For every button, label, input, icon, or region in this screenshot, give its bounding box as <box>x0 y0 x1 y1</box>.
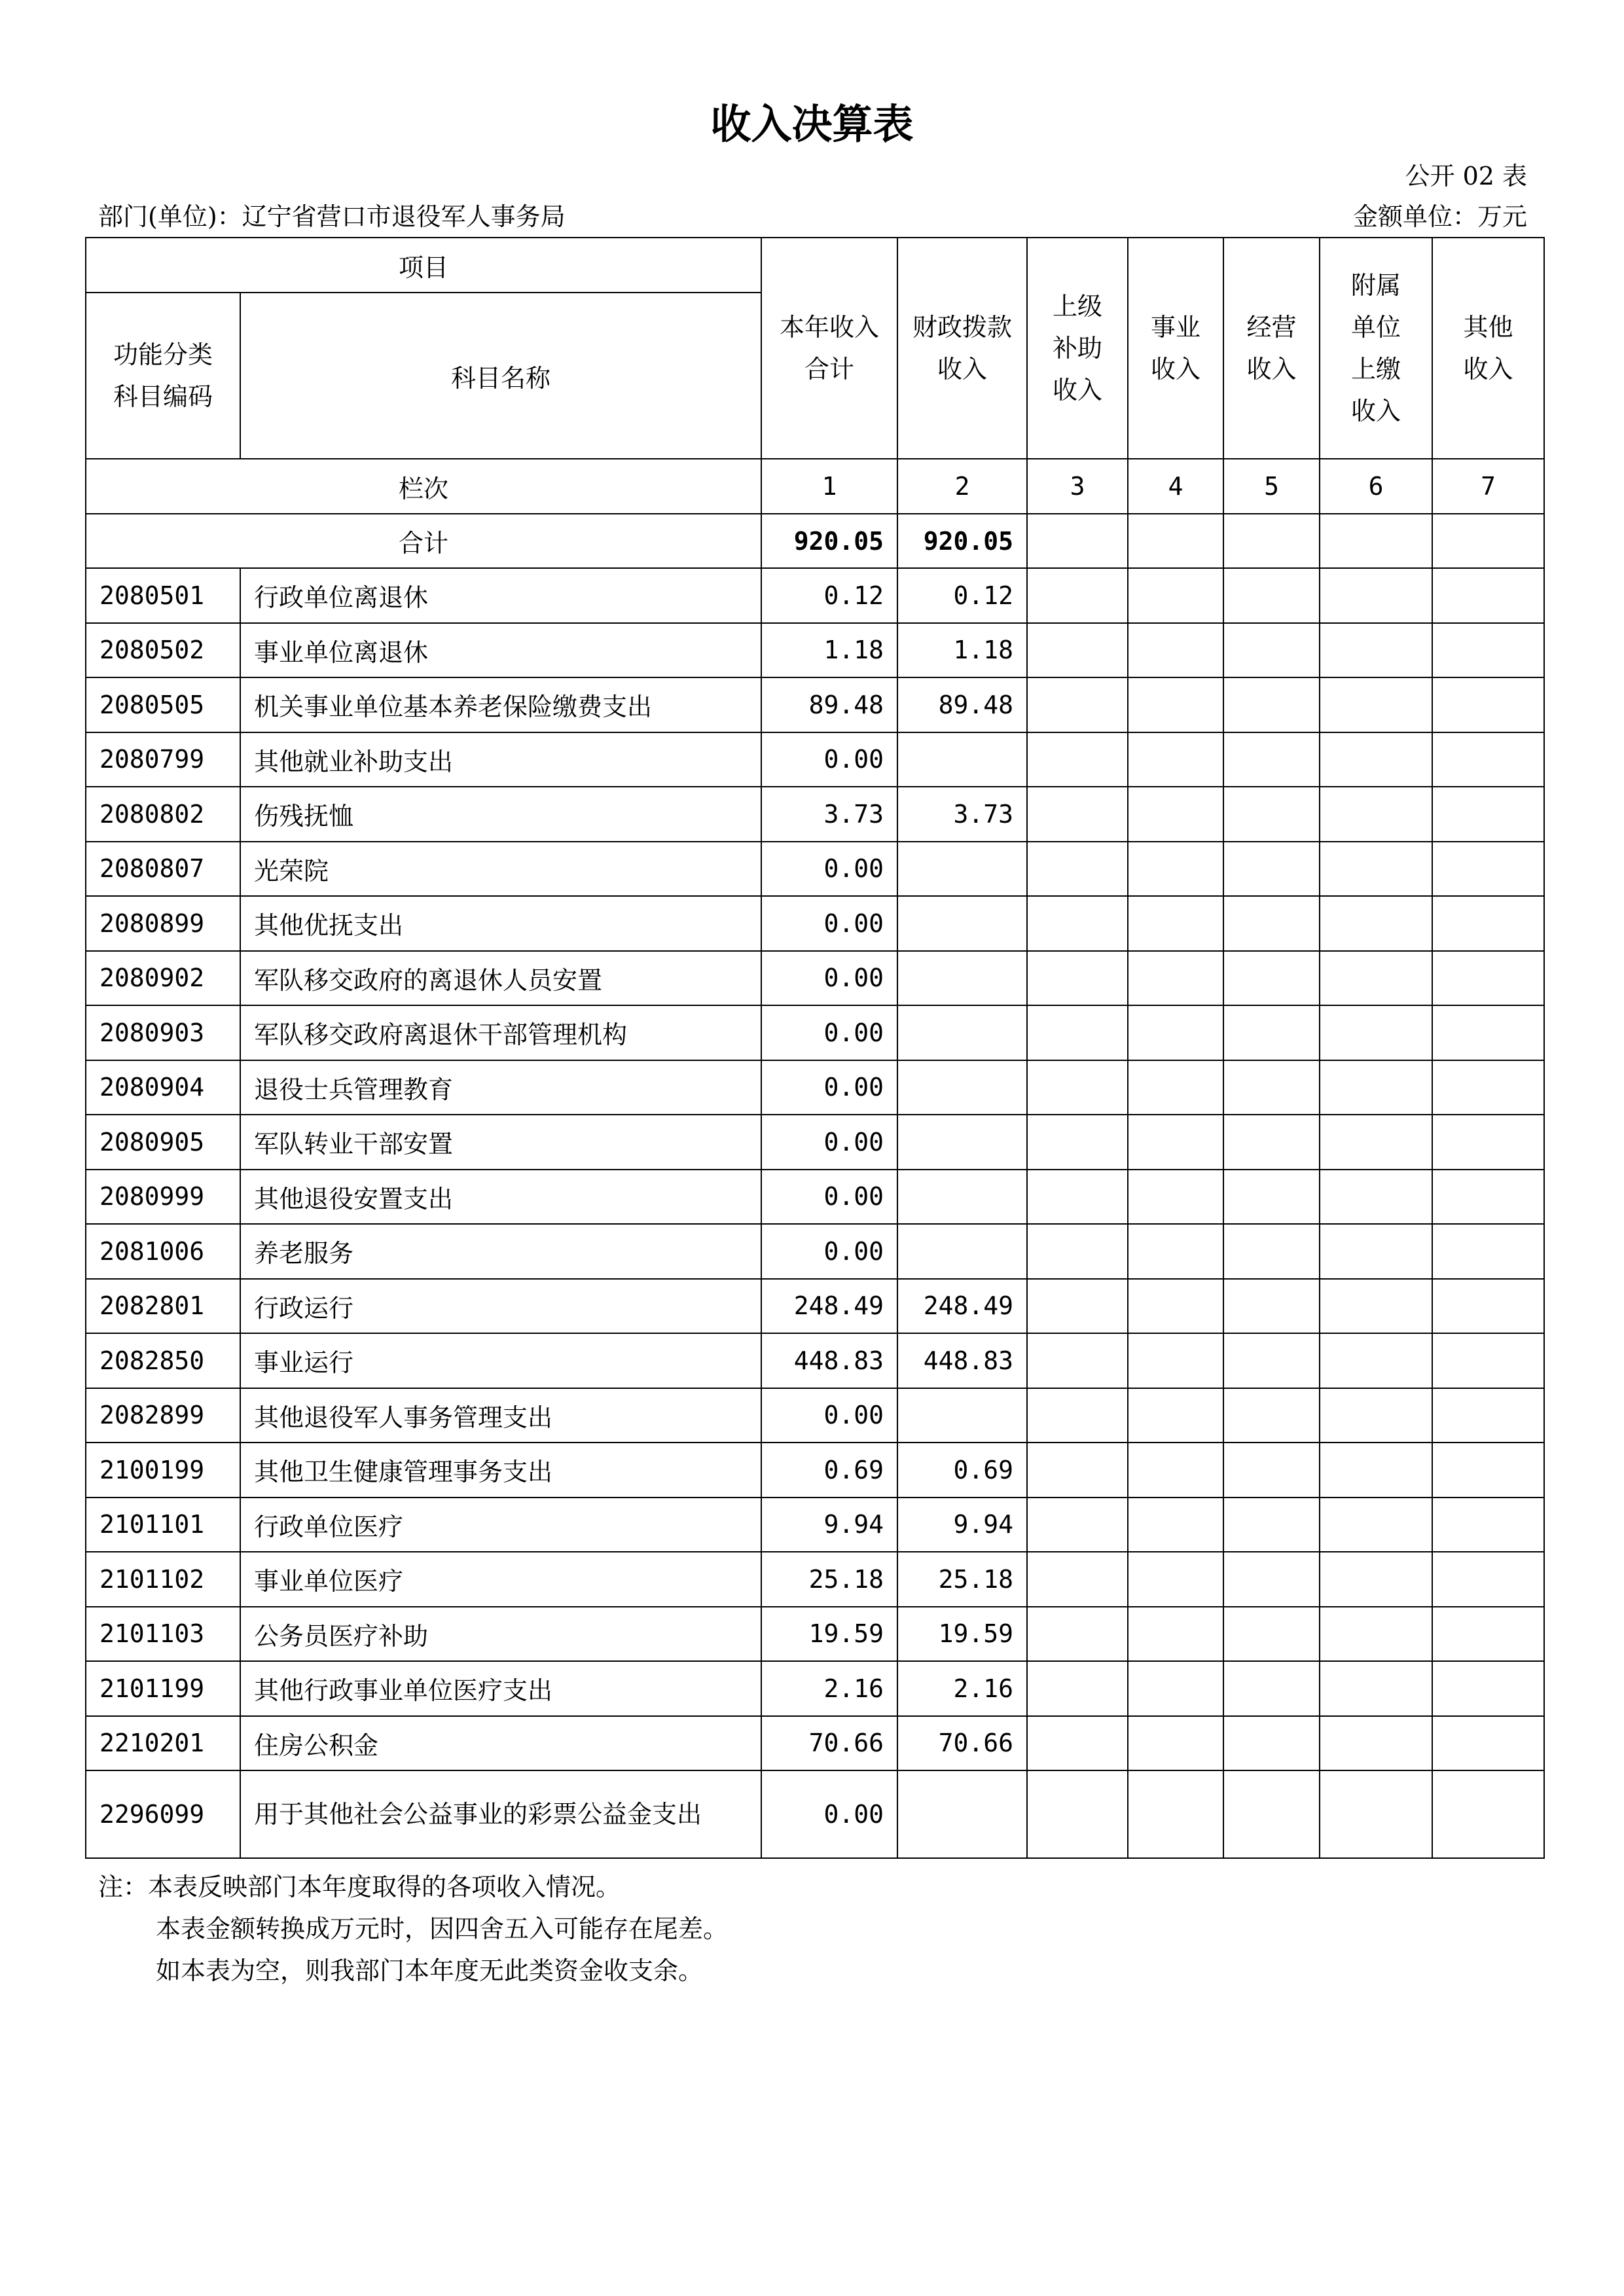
empty-cell <box>1320 1443 1432 1498</box>
table-row <box>86 1115 1544 1170</box>
row-fiscal-income: 89.48 <box>897 677 1027 732</box>
row-code: 2101103 <box>86 1607 240 1662</box>
empty-cell <box>1027 896 1128 951</box>
table-row <box>86 1279 1544 1334</box>
empty-cell <box>1432 677 1544 732</box>
row-subject-name: 光荣院 <box>240 842 761 897</box>
row-code: 2080899 <box>86 896 240 951</box>
empty-cell <box>1223 568 1320 623</box>
empty-cell <box>1432 1661 1544 1716</box>
empty-cell <box>1027 1552 1128 1607</box>
empty-cell <box>1128 1005 1223 1060</box>
row-code: 2082850 <box>86 1333 240 1388</box>
row-fiscal-income: 0.12 <box>897 568 1027 623</box>
empty-cell <box>1223 623 1320 678</box>
header-subject-name: 科目名称 <box>240 293 761 459</box>
empty-cell <box>1320 787 1432 842</box>
empty-cell <box>1223 1443 1320 1498</box>
row-total-income: 0.00 <box>761 1770 897 1858</box>
row-code: 2080902 <box>86 951 240 1006</box>
empty-cell <box>1432 951 1544 1006</box>
row-fiscal-income: 248.49 <box>897 1279 1027 1334</box>
empty-cell <box>1128 623 1223 678</box>
empty-cell <box>1320 732 1432 787</box>
note-line: 本表金额转换成万元时，因四舍五入可能存在尾差。 <box>156 1914 729 1943</box>
table-row <box>86 951 1544 1006</box>
header-total-income: 本年收入合计 <box>761 238 897 459</box>
total-fiscal-value: 920.05 <box>897 514 1027 568</box>
empty-cell <box>1432 896 1544 951</box>
empty-cell <box>1128 1443 1223 1498</box>
row-code: 2101102 <box>86 1552 240 1607</box>
empty-cell <box>1432 1333 1544 1388</box>
row-fiscal-income <box>897 1224 1027 1279</box>
empty-cell <box>1027 1060 1128 1115</box>
table-row <box>86 1005 1544 1060</box>
empty-cell <box>1223 1333 1320 1388</box>
empty-cell <box>1432 842 1544 897</box>
table-row <box>86 1661 1544 1716</box>
empty-cell <box>1027 951 1128 1006</box>
row-code: 2080505 <box>86 677 240 732</box>
row-code: 2080501 <box>86 568 240 623</box>
row-code: 2080502 <box>86 623 240 678</box>
row-subject-name: 行政单位医疗 <box>240 1498 761 1552</box>
row-code: 2080799 <box>86 732 240 787</box>
empty-cell <box>1320 1770 1432 1858</box>
department-label: 部门(单位)：辽宁省营口市退役军人事务局 <box>98 202 566 231</box>
empty-cell <box>1223 951 1320 1006</box>
empty-cell <box>1128 1607 1223 1662</box>
empty-cell <box>1128 1333 1223 1388</box>
row-total-income: 0.00 <box>761 1388 897 1443</box>
empty-cell <box>1320 1552 1432 1607</box>
header-code: 功能分类科目编码 <box>86 293 240 459</box>
row-total-income: 0.00 <box>761 1005 897 1060</box>
header-other-income: 其他收入 <box>1432 238 1544 459</box>
row-total-income: 0.00 <box>761 951 897 1006</box>
row-fiscal-income <box>897 951 1027 1006</box>
row-subject-name: 军队移交政府离退休干部管理机构 <box>240 1005 761 1060</box>
row-total-income: 448.83 <box>761 1333 897 1388</box>
row-subject-name: 军队移交政府的离退休人员安置 <box>240 951 761 1006</box>
row-total-income: 0.12 <box>761 568 897 623</box>
row-subject-name: 退役士兵管理教育 <box>240 1060 761 1115</box>
empty-cell <box>1027 1388 1128 1443</box>
lanci-number: 1 <box>761 459 897 514</box>
table-row <box>86 568 1544 623</box>
header-fiscal-income: 财政拨款收入 <box>897 238 1027 459</box>
row-subject-name: 其他优抚支出 <box>240 896 761 951</box>
row-code: 2082801 <box>86 1279 240 1334</box>
empty-cell <box>1320 1388 1432 1443</box>
row-subject-name: 公务员医疗补助 <box>240 1607 761 1662</box>
row-fiscal-income: 2.16 <box>897 1661 1027 1716</box>
row-subject-name: 机关事业单位基本养老保险缴费支出 <box>240 677 761 732</box>
empty-cell <box>1432 623 1544 678</box>
table-row <box>86 1333 1544 1388</box>
empty-cell <box>1320 677 1432 732</box>
empty-cell <box>1128 1170 1223 1225</box>
empty-cell <box>1432 1060 1544 1115</box>
lanci-number: 6 <box>1320 459 1432 514</box>
table-row <box>86 1716 1544 1771</box>
empty-cell <box>1027 1443 1128 1498</box>
row-total-income: 9.94 <box>761 1498 897 1552</box>
row-code: 2080999 <box>86 1170 240 1225</box>
table-body <box>86 568 1544 1858</box>
form-number: 公开 02 表 <box>1405 162 1527 190</box>
empty-cell <box>1128 1661 1223 1716</box>
row-fiscal-income: 25.18 <box>897 1552 1027 1607</box>
empty-cell <box>1128 514 1223 568</box>
row-total-income: 1.18 <box>761 623 897 678</box>
row-subject-name: 其他卫生健康管理事务支出 <box>240 1443 761 1498</box>
row-subject-name: 事业单位离退休 <box>240 623 761 678</box>
empty-cell <box>1320 1607 1432 1662</box>
empty-cell <box>1320 568 1432 623</box>
empty-cell <box>1320 514 1432 568</box>
table-row <box>86 623 1544 678</box>
empty-cell <box>1128 732 1223 787</box>
empty-cell <box>1223 1005 1320 1060</box>
row-code: 2101199 <box>86 1661 240 1716</box>
empty-cell <box>1027 1170 1128 1225</box>
empty-cell <box>1432 1005 1544 1060</box>
table-row <box>86 1552 1544 1607</box>
empty-cell <box>1027 1607 1128 1662</box>
header-business-income: 事业收入 <box>1128 238 1223 459</box>
row-subject-name: 其他行政事业单位医疗支出 <box>240 1661 761 1716</box>
row-fiscal-income <box>897 1060 1027 1115</box>
empty-cell <box>1223 1224 1320 1279</box>
empty-cell <box>1432 1115 1544 1170</box>
row-total-income: 19.59 <box>761 1607 897 1662</box>
empty-cell <box>1128 1060 1223 1115</box>
row-fiscal-income <box>897 1005 1027 1060</box>
header-operating-income: 经营收入 <box>1223 238 1320 459</box>
empty-cell <box>1320 896 1432 951</box>
empty-cell <box>1432 1224 1544 1279</box>
row-subject-name: 行政运行 <box>240 1279 761 1334</box>
empty-cell <box>1027 787 1128 842</box>
row-fiscal-income: 9.94 <box>897 1498 1027 1552</box>
empty-cell <box>1320 1333 1432 1388</box>
empty-cell <box>1320 1005 1432 1060</box>
row-total-income: 0.69 <box>761 1443 897 1498</box>
row-fiscal-income <box>897 1170 1027 1225</box>
empty-cell <box>1128 1552 1223 1607</box>
empty-cell <box>1128 1716 1223 1771</box>
note-line: 如本表为空，则我部门本年度无此类资金收支余。 <box>156 1956 704 1985</box>
empty-cell <box>1128 1498 1223 1552</box>
empty-cell <box>1320 1716 1432 1771</box>
lanci-number: 5 <box>1223 459 1320 514</box>
empty-cell <box>1223 787 1320 842</box>
empty-cell <box>1320 1498 1432 1552</box>
row-total-income: 25.18 <box>761 1552 897 1607</box>
table-row <box>86 1770 1544 1858</box>
row-fiscal-income <box>897 732 1027 787</box>
empty-cell <box>1223 1552 1320 1607</box>
row-fiscal-income <box>897 1770 1027 1858</box>
empty-cell <box>1027 1115 1128 1170</box>
row-subject-name: 军队转业干部安置 <box>240 1115 761 1170</box>
row-subject-name: 住房公积金 <box>240 1716 761 1771</box>
empty-cell <box>1128 568 1223 623</box>
row-code: 2080905 <box>86 1115 240 1170</box>
header-project: 项目 <box>86 238 761 293</box>
empty-cell <box>1027 514 1128 568</box>
empty-cell <box>1320 842 1432 897</box>
row-total-income: 0.00 <box>761 842 897 897</box>
table-row <box>86 787 1544 842</box>
table-row <box>86 1224 1544 1279</box>
row-fiscal-income: 3.73 <box>897 787 1027 842</box>
row-subject-name: 事业单位医疗 <box>240 1552 761 1607</box>
empty-cell <box>1223 1279 1320 1334</box>
row-fiscal-income <box>897 896 1027 951</box>
empty-cell <box>1027 1005 1128 1060</box>
table-row <box>86 1060 1544 1115</box>
row-total-income: 0.00 <box>761 1115 897 1170</box>
empty-cell <box>1027 1224 1128 1279</box>
row-fiscal-income <box>897 1388 1027 1443</box>
row-code: 2080807 <box>86 842 240 897</box>
header-subsidiary-income: 附属单位上缴收入 <box>1320 238 1432 459</box>
row-total-income: 0.00 <box>761 896 897 951</box>
row-fiscal-income: 70.66 <box>897 1716 1027 1771</box>
empty-cell <box>1128 677 1223 732</box>
empty-cell <box>1432 1607 1544 1662</box>
empty-cell <box>1223 1661 1320 1716</box>
table-row <box>86 1388 1544 1443</box>
table-row <box>86 1170 1544 1225</box>
empty-cell <box>1223 514 1320 568</box>
empty-cell <box>1027 842 1128 897</box>
empty-cell <box>1223 1607 1320 1662</box>
row-code: 2080802 <box>86 787 240 842</box>
empty-cell <box>1432 732 1544 787</box>
empty-cell <box>1320 1170 1432 1225</box>
empty-cell <box>1027 1279 1128 1334</box>
empty-cell <box>1320 623 1432 678</box>
empty-cell <box>1223 732 1320 787</box>
row-code: 2080903 <box>86 1005 240 1060</box>
empty-cell <box>1223 1388 1320 1443</box>
note-line: 注：本表反映部门本年度取得的各项收入情况。 <box>98 1873 621 1901</box>
total-label: 合计 <box>86 514 761 568</box>
empty-cell <box>1128 1770 1223 1858</box>
empty-cell <box>1223 1115 1320 1170</box>
header-superior-subsidy: 上级补助收入 <box>1027 238 1128 459</box>
empty-cell <box>1223 896 1320 951</box>
row-total-income: 0.00 <box>761 732 897 787</box>
empty-cell <box>1027 1498 1128 1552</box>
empty-cell <box>1432 1388 1544 1443</box>
empty-cell <box>1027 732 1128 787</box>
empty-cell <box>1128 1388 1223 1443</box>
table-row <box>86 677 1544 732</box>
amount-unit-label: 金额单位：万元 <box>1352 202 1527 231</box>
empty-cell <box>1432 1170 1544 1225</box>
empty-cell <box>1027 623 1128 678</box>
empty-cell <box>1432 1770 1544 1858</box>
empty-cell <box>1320 1224 1432 1279</box>
row-fiscal-income: 1.18 <box>897 623 1027 678</box>
empty-cell <box>1027 1661 1128 1716</box>
empty-cell <box>1223 1060 1320 1115</box>
row-fiscal-income: 0.69 <box>897 1443 1027 1498</box>
table-row <box>86 1607 1544 1662</box>
empty-cell <box>1223 1170 1320 1225</box>
empty-cell <box>1320 1279 1432 1334</box>
row-code: 2210201 <box>86 1716 240 1771</box>
table-row <box>86 1443 1544 1498</box>
empty-cell <box>1320 1115 1432 1170</box>
row-subject-name: 行政单位离退休 <box>240 568 761 623</box>
empty-cell <box>1027 1333 1128 1388</box>
table-row <box>86 896 1544 951</box>
row-code: 2081006 <box>86 1224 240 1279</box>
empty-cell <box>1128 1115 1223 1170</box>
table-row <box>86 1498 1544 1552</box>
empty-cell <box>1432 1443 1544 1498</box>
empty-cell <box>1128 951 1223 1006</box>
row-total-income: 3.73 <box>761 787 897 842</box>
row-fiscal-income: 448.83 <box>897 1333 1027 1388</box>
empty-cell <box>1432 787 1544 842</box>
empty-cell <box>1223 1498 1320 1552</box>
empty-cell <box>1027 568 1128 623</box>
row-code: 2082899 <box>86 1388 240 1443</box>
empty-cell <box>1432 1279 1544 1334</box>
row-subject-name: 其他退役安置支出 <box>240 1170 761 1225</box>
total-income-value: 920.05 <box>761 514 897 568</box>
empty-cell <box>1432 568 1544 623</box>
empty-cell <box>1128 1224 1223 1279</box>
empty-cell <box>1128 842 1223 897</box>
row-subject-name: 其他就业补助支出 <box>240 732 761 787</box>
row-total-income: 89.48 <box>761 677 897 732</box>
row-fiscal-income <box>897 842 1027 897</box>
row-total-income: 0.00 <box>761 1224 897 1279</box>
row-total-income: 0.00 <box>761 1060 897 1115</box>
empty-cell <box>1223 1770 1320 1858</box>
row-subject-name: 伤残抚恤 <box>240 787 761 842</box>
empty-cell <box>1432 1552 1544 1607</box>
lanci-label: 栏次 <box>86 459 761 514</box>
empty-cell <box>1223 1716 1320 1771</box>
row-total-income: 248.49 <box>761 1279 897 1334</box>
row-total-income: 70.66 <box>761 1716 897 1771</box>
row-subject-name: 养老服务 <box>240 1224 761 1279</box>
empty-cell <box>1027 677 1128 732</box>
row-fiscal-income: 19.59 <box>897 1607 1027 1662</box>
lanci-number: 7 <box>1432 459 1544 514</box>
row-total-income: 0.00 <box>761 1170 897 1225</box>
empty-cell <box>1432 1716 1544 1771</box>
empty-cell <box>1223 842 1320 897</box>
row-code: 2101101 <box>86 1498 240 1552</box>
table-row <box>86 732 1544 787</box>
row-code: 2100199 <box>86 1443 240 1498</box>
page-title: 收入决算表 <box>710 100 914 148</box>
empty-cell <box>1128 1279 1223 1334</box>
empty-cell <box>1320 1060 1432 1115</box>
empty-cell <box>1432 1498 1544 1552</box>
lanci-number: 2 <box>897 459 1027 514</box>
empty-cell <box>1223 677 1320 732</box>
row-subject-name: 用于其他社会公益事业的彩票公益金支出 <box>240 1770 761 1858</box>
row-code: 2296099 <box>86 1770 240 1858</box>
row-subject-name: 其他退役军人事务管理支出 <box>240 1388 761 1443</box>
income-table <box>85 237 1545 1859</box>
row-code: 2080904 <box>86 1060 240 1115</box>
empty-cell <box>1128 896 1223 951</box>
empty-cell <box>1432 514 1544 568</box>
empty-cell <box>1027 1770 1128 1858</box>
row-subject-name: 事业运行 <box>240 1333 761 1388</box>
row-total-income: 2.16 <box>761 1661 897 1716</box>
empty-cell <box>1027 1716 1128 1771</box>
row-fiscal-income <box>897 1115 1027 1170</box>
table-row <box>86 842 1544 897</box>
empty-cell <box>1128 787 1223 842</box>
empty-cell <box>1320 1661 1432 1716</box>
empty-cell <box>1320 951 1432 1006</box>
lanci-number: 3 <box>1027 459 1128 514</box>
lanci-number: 4 <box>1128 459 1223 514</box>
